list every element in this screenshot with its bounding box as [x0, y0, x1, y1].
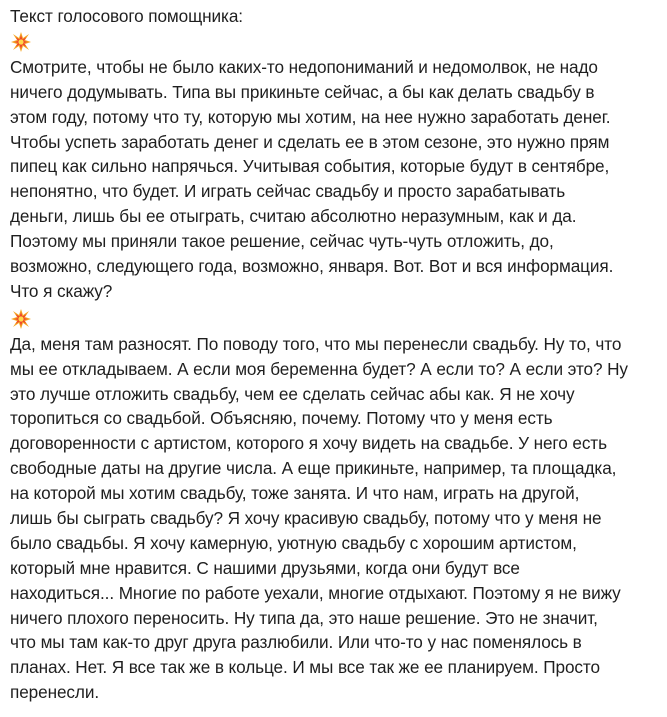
- paragraph-line: это лучше отложить свадьбу, чем ее сделать сейчас абы как. Я не хочу: [10, 383, 575, 404]
- paragraph-1: [10, 55, 660, 304]
- paragraph-line: договоренности с артистом, которого я хочу видеть на свадьбе. У него есть: [10, 433, 607, 454]
- paragraph-line: мы ее откладываем. А если моя беременна будет? А если то? А если это? Ну: [10, 358, 628, 379]
- paragraph-line: перенесли.: [10, 682, 100, 703]
- document: [10, 0, 660, 705]
- paragraph-line: ничего плохого переносить. Ну типа да, это наше решение. Это не значит,: [10, 607, 598, 628]
- paragraph-2: [10, 332, 660, 705]
- paragraph-line: Чтобы успеть заработать денег и сделать ее в этом сезоне, это нужно прям: [10, 131, 610, 152]
- paragraph-line: Что я скажу?: [10, 280, 113, 301]
- header-text: Текст голосового помощника:: [10, 6, 243, 26]
- paragraph-line: лишь бы сыграть свадьбу? Я хочу красивую свадьбу, потому что у меня не: [10, 508, 602, 529]
- paragraph-line: Смотрите, чтобы не было каких-то недопониманий и недомолвок, не надо: [10, 56, 598, 77]
- paragraph-line: этом году, потому что ту, которую мы хотим, на нее нужно заработать денег.: [10, 106, 611, 127]
- paragraph-line: возможно, следующего года, возможно, января. Вот. Вот и вся информация.: [10, 256, 614, 277]
- paragraph-line: торопиться со свадьбой. Объясняю, почему. Потому что у меня есть: [10, 408, 553, 429]
- paragraph-line: пипец как сильно напрячься. Учитывая события, которые будут в сентябре,: [10, 156, 610, 177]
- collision-emoji-icon: [10, 31, 34, 55]
- paragraph-line: что мы там как-то друг друга разлюбили. Или что-то у нас поменялось в: [10, 632, 582, 653]
- paragraph-line: свободные даты на другие числа. А еще прикиньте, например, та площадка,: [10, 458, 617, 479]
- paragraph-line: планах. Нет. Я все так же в кольце. И мы все так же ее планируем. Просто: [10, 657, 600, 678]
- paragraph-line: деньги, лишь бы ее отыграть, считаю абсолютно неразумным, как и да.: [10, 206, 577, 227]
- paragraph-line: было свадьбы. Я хочу камерную, уютную свадьбу с хорошим артистом,: [10, 532, 577, 553]
- paragraph-line: на которой мы хотим свадьбу, тоже занята. И что нам, играть на другой,: [10, 483, 580, 504]
- collision-emoji-icon: [10, 308, 34, 332]
- paragraph-line: Да, меня там разносят. По поводу того, что мы перенесли свадьбу. Ну то, что: [10, 333, 622, 354]
- paragraph-line: ничего додумывать. Типа вы прикиньте сейчас, а бы как делать свадьбу в: [10, 81, 595, 102]
- paragraph-line: Поэтому мы приняли такое решение, сейчас чуть-чуть отложить, до,: [10, 231, 554, 252]
- paragraph-line: находиться... Многие по работе уехали, многие отдыхают. Поэтому я не вижу: [10, 582, 621, 603]
- paragraph-line: непонятно, что будет. И играть сейчас свадьбу и просто зарабатывать: [10, 181, 566, 202]
- paragraph-line: который мне нравится. С нашими друзьями, когда они будут все: [10, 557, 520, 578]
